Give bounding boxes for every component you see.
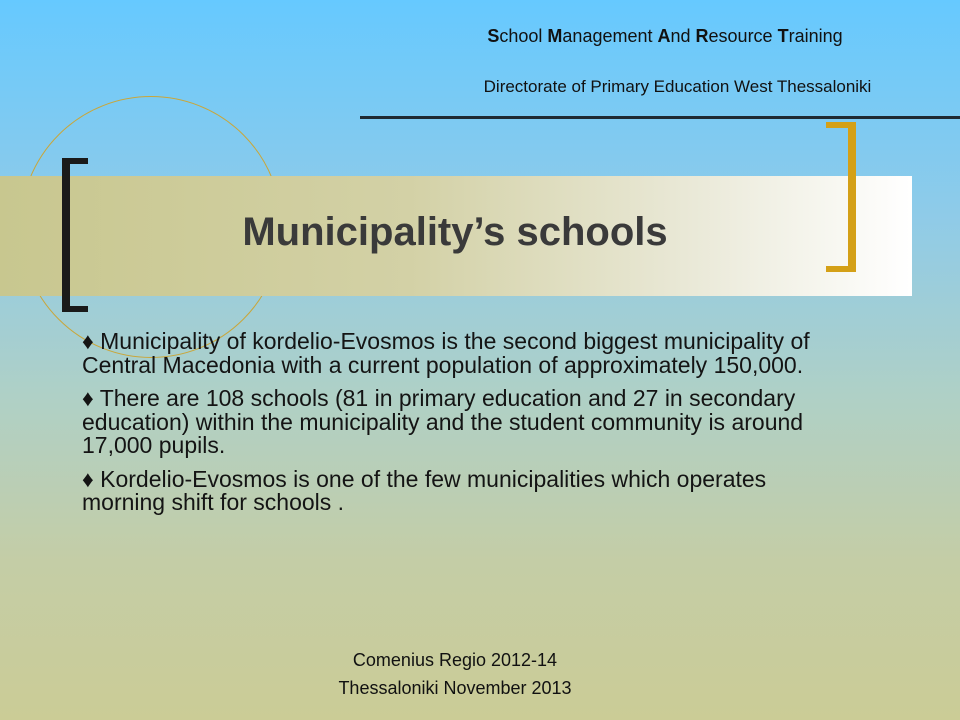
header-directorate: Directorate of Primary Education West Thessaloniki xyxy=(483,77,872,96)
header-divider xyxy=(360,116,960,119)
initial: M xyxy=(547,26,563,46)
slide-title: Municipality’s schools xyxy=(242,210,668,254)
initial: R xyxy=(695,26,709,46)
slide-body xyxy=(82,330,842,525)
slide-footer xyxy=(250,646,660,702)
right-bracket-decoration xyxy=(826,122,856,272)
word-rest: chool xyxy=(499,26,548,46)
word-rest: anagement xyxy=(562,26,658,46)
initial: A xyxy=(657,26,671,46)
left-bracket-decoration xyxy=(62,158,88,312)
footer-project: Comenius Regio 2012-14 xyxy=(352,650,558,670)
bullet-paragraph: ♦ Kordelio-Evosmos is one of the few municipalities which operates morning shift for schools . xyxy=(82,465,767,515)
initial: T xyxy=(777,26,789,46)
footer-date: Thessaloniki November 2013 xyxy=(338,678,572,698)
header-program-name xyxy=(420,26,910,47)
word-rest: nd xyxy=(670,26,696,46)
word-rest: esource xyxy=(708,26,778,46)
word-rest: raining xyxy=(788,26,843,46)
initial: S xyxy=(487,26,500,46)
bullet-paragraph: ♦ There are 108 schools (81 in primary education and 27 in secondary education) within the municipality and the student community is around 17,000 pupils. xyxy=(82,385,804,458)
bullet-paragraph: ♦ Municipality of kordelio-Evosmos is the second biggest municipality of Central Macedonia with a current population of approximately 150,000. xyxy=(82,328,810,378)
